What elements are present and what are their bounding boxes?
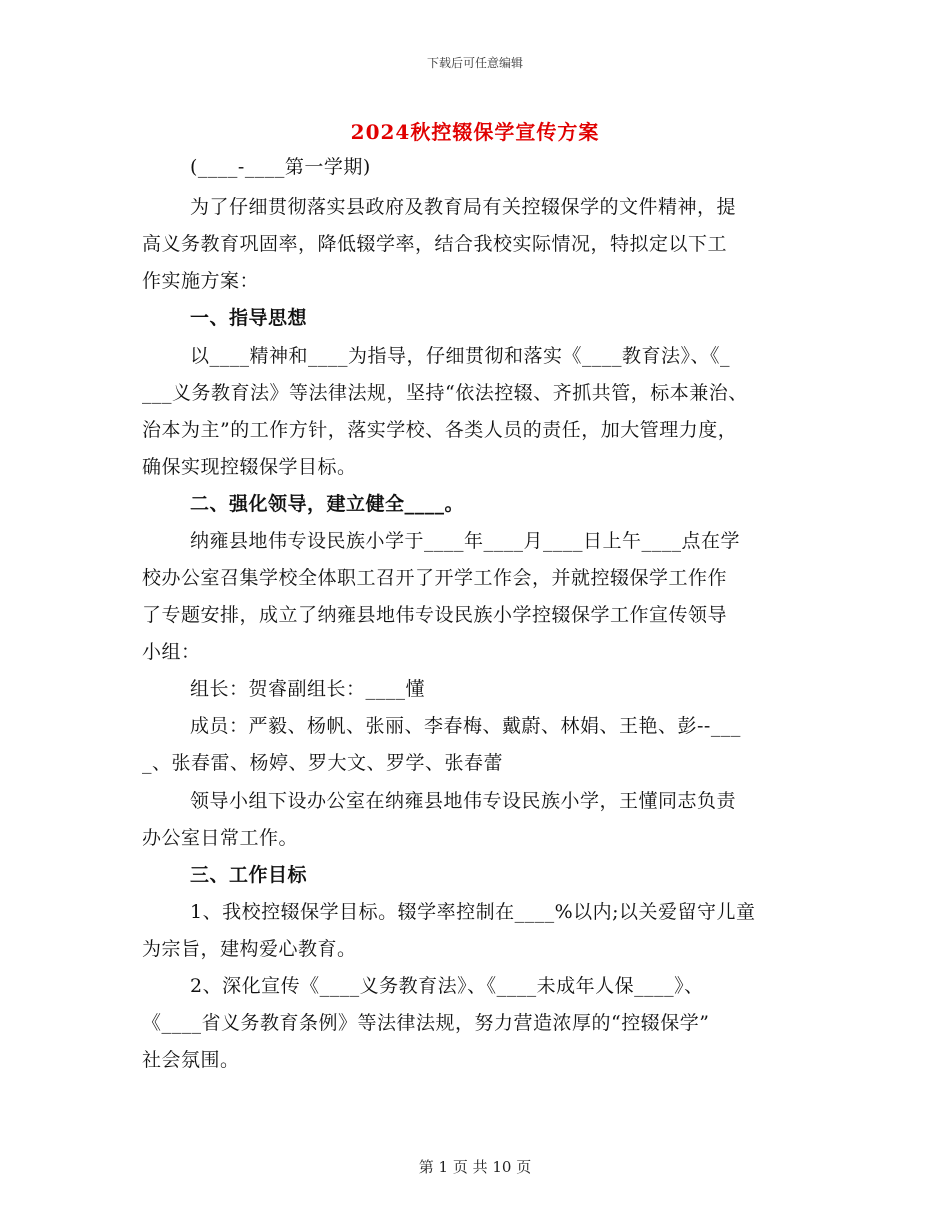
- paragraph-line: 为宗旨，建构爱心教育。: [142, 938, 357, 960]
- paragraph-line: 1、我校控辍保学目标。辍学率控制在____%以内;以关爱留守儿童: [190, 901, 756, 923]
- paragraph-line: 组长：贺睿副组长：____懂: [190, 678, 426, 700]
- paragraph-line: 确保实现控辍保学目标。: [142, 456, 357, 478]
- paragraph-line: 办公室日常工作。: [142, 827, 299, 849]
- paragraph-line: _、张春雷、杨婷、罗大文、罗学、张春蕾: [142, 752, 504, 774]
- paragraph-line: 了专题安排，成立了纳雍县地伟专设民族小学控辍保学工作宣传领导: [142, 604, 728, 626]
- page-number: 第 1 页 共 10 页: [418, 1158, 532, 1176]
- paragraph-line: 以____精神和____为指导，仔细贯彻和落实《____教育法》、《_: [190, 345, 731, 367]
- paragraph-line: 校办公室召集学校全体职工召开了开学工作会，并就控辍保学工作作: [142, 567, 728, 589]
- paragraph-line: 2、深化宣传《____义务教育法》、《____未成年人保____》、: [190, 975, 704, 997]
- section-heading: 三、工作目标: [190, 864, 308, 886]
- paragraph-line: 作实施方案：: [142, 270, 260, 292]
- paragraph-line: 《____省义务教育条例》等法律法规，努力营造浓厚的“控辍保学”: [142, 1012, 710, 1034]
- paragraph-line: 纳雍县地伟专设民族小学于____年____月____日上午____点在学: [190, 530, 741, 552]
- paragraph-line: 高义务教育巩固率，降低辍学率，结合我校实际情况，特拟定以下工: [142, 233, 728, 255]
- header-note: 下载后可任意编辑: [426, 56, 523, 70]
- paragraph-line: ___义务教育法》等法律法规，坚持“依法控辍、齐抓共管，标本兼治、: [142, 382, 748, 404]
- document-title: 2024秋控辍保学宣传方案: [350, 120, 600, 144]
- section-heading: 二、强化领导，建立健全____。: [190, 493, 465, 515]
- paragraph-line: 为了仔细贯彻落实县政府及教育局有关控辍保学的文件精神，提: [190, 196, 737, 218]
- paragraph-line: 领导小组下设办公室在纳雍县地伟专设民族小学，王懂同志负责: [190, 790, 737, 812]
- paragraph-line: 成员：严毅、杨帆、张丽、李春梅、戴蔚、林娟、王艳、彭--___: [190, 715, 741, 737]
- semester-line: (____-____第一学期): [190, 156, 371, 178]
- paragraph-line: 社会氛围。: [142, 1049, 240, 1071]
- paragraph-line: 治本为主”的工作方针，落实学校、各类人员的责任，加大管理力度，: [142, 419, 738, 441]
- paragraph-line: 小组：: [142, 641, 201, 663]
- section-heading: 一、指导思想: [190, 307, 308, 329]
